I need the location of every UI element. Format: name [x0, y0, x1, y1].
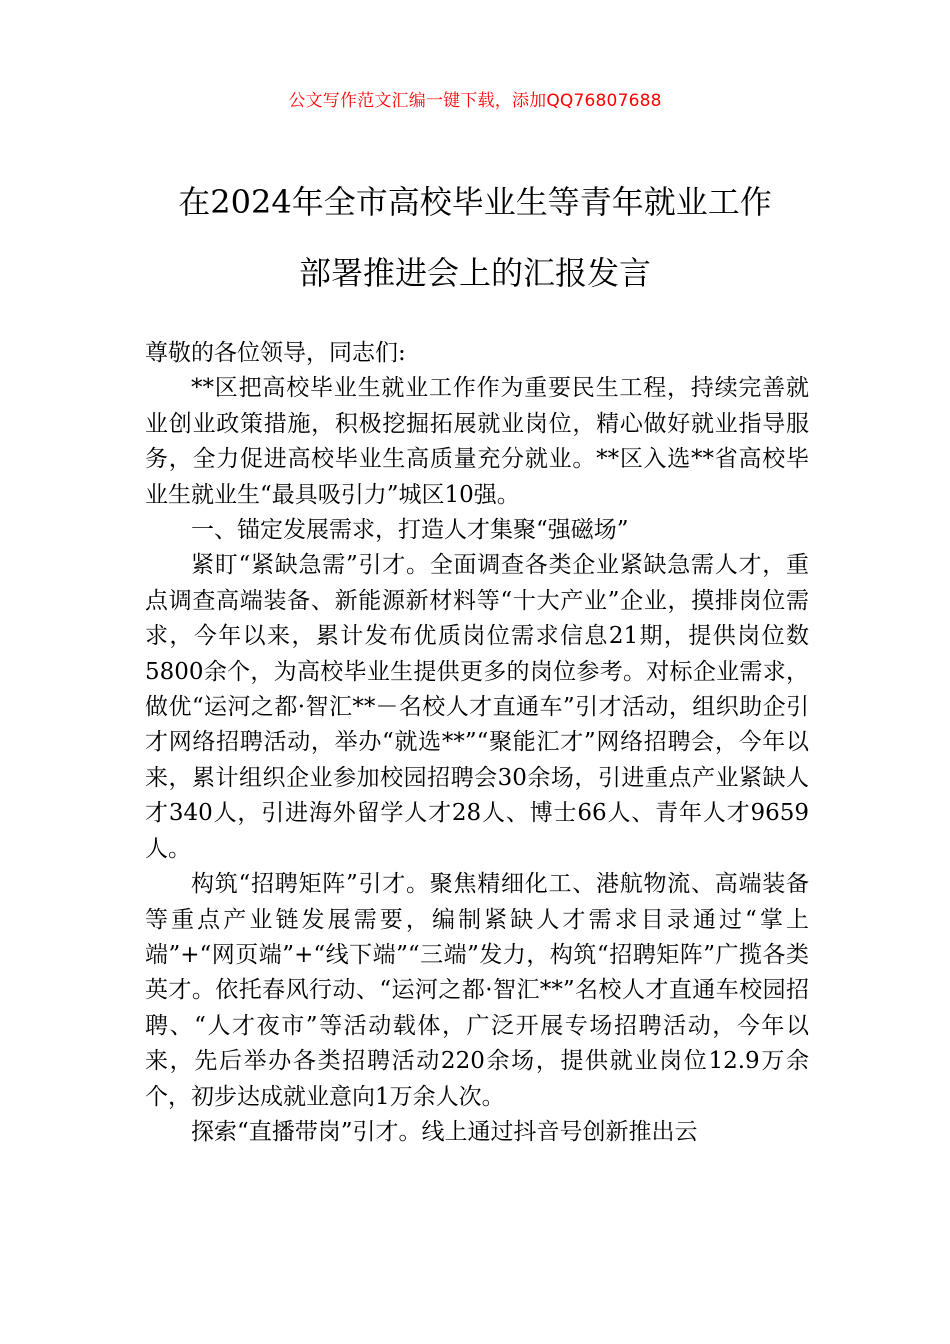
salutation: 尊敬的各位领导，同志们:	[145, 340, 406, 366]
paragraph-shortage-talent: 紧盯“紧缺急需”引才。全面调查各类企业紧缺急需人才，重点调查高端装备、新能源新材料等“十大产业”企业，摸排岗位需求，今年以来，累计发布优质岗位需求信息21期，提供岗位数5800余个，为高校毕业生提供更多的岗位参考。对标企业需求，做优“运河之都·智汇**－名校人才直通车”引才活动，组织助企引才网络招聘活动，举办“就选**”“聚能汇才”网络招聘会，今年以来，累计组织企业参加校园招聘会30余场，引进重点产业紧缺人才340人，引进海外留学人才28人、博士66人、青年人才9659人。	[145, 552, 809, 862]
paragraph-intro: **区把高校毕业生就业工作作为重要民生工程，持续完善就业创业政策措施，积极挖掘拓展就业岗位，精心做好就业指导服务，全力促进高校毕业生高质量充分就业。**区入选**省高校毕业生就业生“最具吸引力”城区10强。	[145, 375, 809, 508]
document-title-line-1: 在2024年全市高校毕业生等青年就业工作	[178, 183, 772, 221]
document-title-line-2: 部署推进会上的汇报发言	[298, 254, 651, 292]
paragraph-livestream-recruitment: 探索“直播带岗”引才。线上通过抖音号创新推出云	[191, 1118, 698, 1145]
section-heading-1: 一、锚定发展需求，打造人才集聚“强磁场”	[191, 517, 629, 544]
paragraph-recruitment-matrix: 构筑“招聘矩阵”引才。聚焦精细化工、港航物流、高端装备等重点产业链发展需要，编制紧缺人才需求目录通过“掌上端”+“网页端”+“线下端”“三端”发力，构筑“招聘矩阵”广揽各类英才。依托春风行动、“运河之都·智汇**”名校人才直通车校园招聘、“人才夜市”等活动载体，广泛开展专场招聘活动，今年以来，先后举办各类招聘活动220余场，提供就业岗位12.9万余个，初步达成就业意向1万余人次。	[145, 871, 809, 1110]
document-body	[145, 336, 809, 1150]
download-promo-note: 公文写作范文汇编一键下载，添加QQ76807688	[288, 91, 662, 111]
